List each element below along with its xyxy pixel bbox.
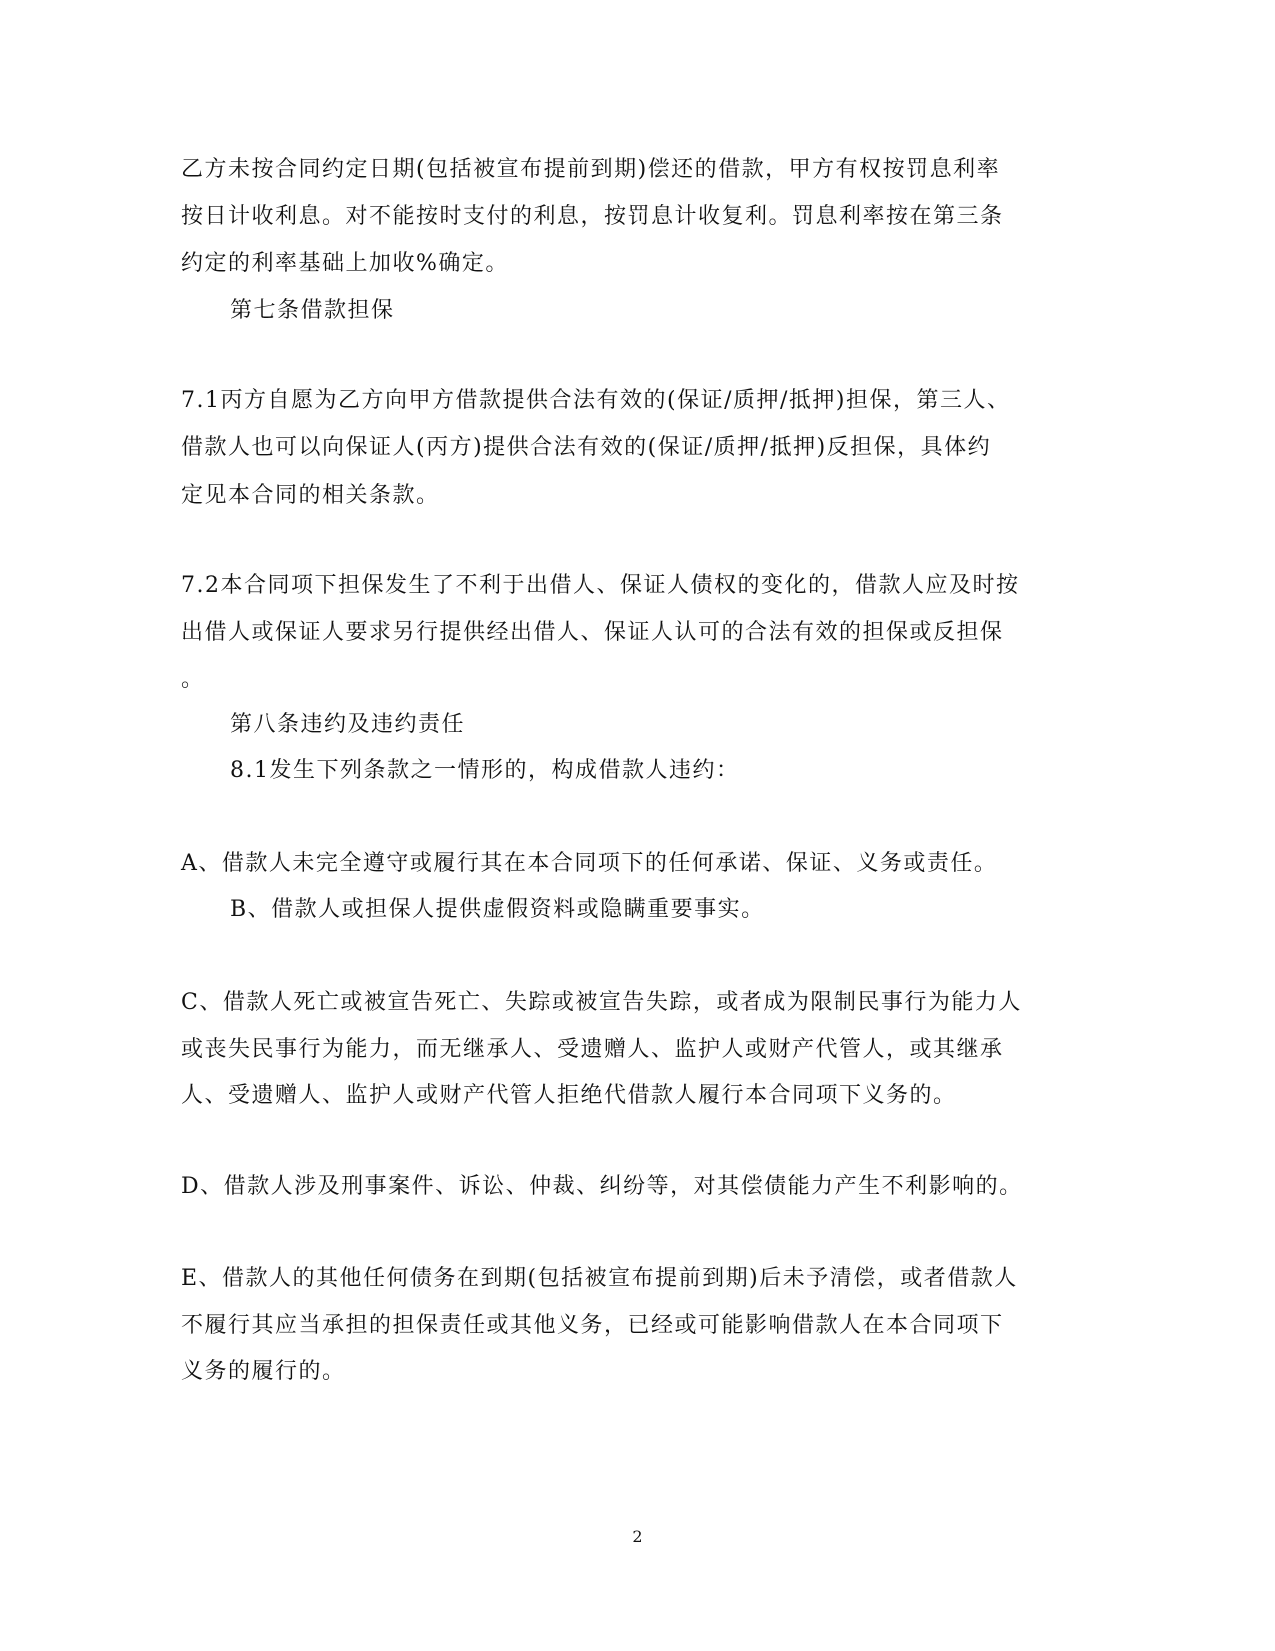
text-line: 或丧失民事行为能力，而无继承人、受遗赠人、监护人或财产代管人，或其继承 — [181, 1037, 1004, 1062]
text-line: 乙方未按合同约定日期(包括被宣布提前到期)偿还的借款，甲方有权按罚息利率 — [181, 157, 1001, 182]
section-heading-8: 第八条违约及违约责任 — [230, 712, 466, 737]
text-line: D、借款人涉及刑事案件、诉讼、仲裁、纠纷等，对其偿债能力产生不利影响的。 — [181, 1174, 1023, 1199]
text-line: 人、受遗赠人、监护人或财产代管人拒绝代借款人履行本合同项下义务的。 — [181, 1083, 957, 1108]
text-line: 按日计收利息。对不能按时支付的利息，按罚息计收复利。罚息利率按在第三条 — [181, 204, 1004, 229]
text-line: 。 — [181, 667, 205, 692]
text-line: A、借款人未完全遵守或履行其在本合同项下的任何承诺、保证、义务或责任。 — [181, 851, 998, 876]
text-line: 7.2本合同项下担保发生了不利于出借人、保证人债权的变化的，借款人应及时按 — [181, 573, 1020, 598]
text-line: 8.1发生下列条款之一情形的，构成借款人违约： — [230, 758, 740, 783]
text-line: C、借款人死亡或被宣告死亡、失踪或被宣告失踪，或者成为限制民事行为能力人 — [181, 990, 1022, 1015]
text-line: E、借款人的其他任何债务在到期(包括被宣布提前到期)后未予清偿，或者借款人 — [181, 1266, 1018, 1291]
text-line: 借款人也可以向保证人(丙方)提供合法有效的(保证/质押/抵押)反担保，具体约 — [181, 435, 992, 460]
text-line: 出借人或保证人要求另行提供经出借人、保证人认可的合法有效的担保或反担保 — [181, 620, 1004, 645]
text-line: 义务的履行的。 — [181, 1359, 346, 1384]
text-line: 7.1丙方自愿为乙方向甲方借款提供合法有效的(保证/质押/抵押)担保，第三人、 — [181, 388, 1011, 413]
text-line: 不履行其应当承担的担保责任或其他义务，已经或可能影响借款人在本合同项下 — [181, 1313, 1004, 1338]
text-line: B、借款人或担保人提供虚假资料或隐瞒重要事实。 — [230, 897, 765, 922]
section-heading-7: 第七条借款担保 — [230, 298, 395, 323]
text-line: 约定的利率基础上加收%确定。 — [181, 251, 509, 276]
text-line: 定见本合同的相关条款。 — [181, 483, 440, 508]
page-number: 2 — [632, 1527, 643, 1546]
